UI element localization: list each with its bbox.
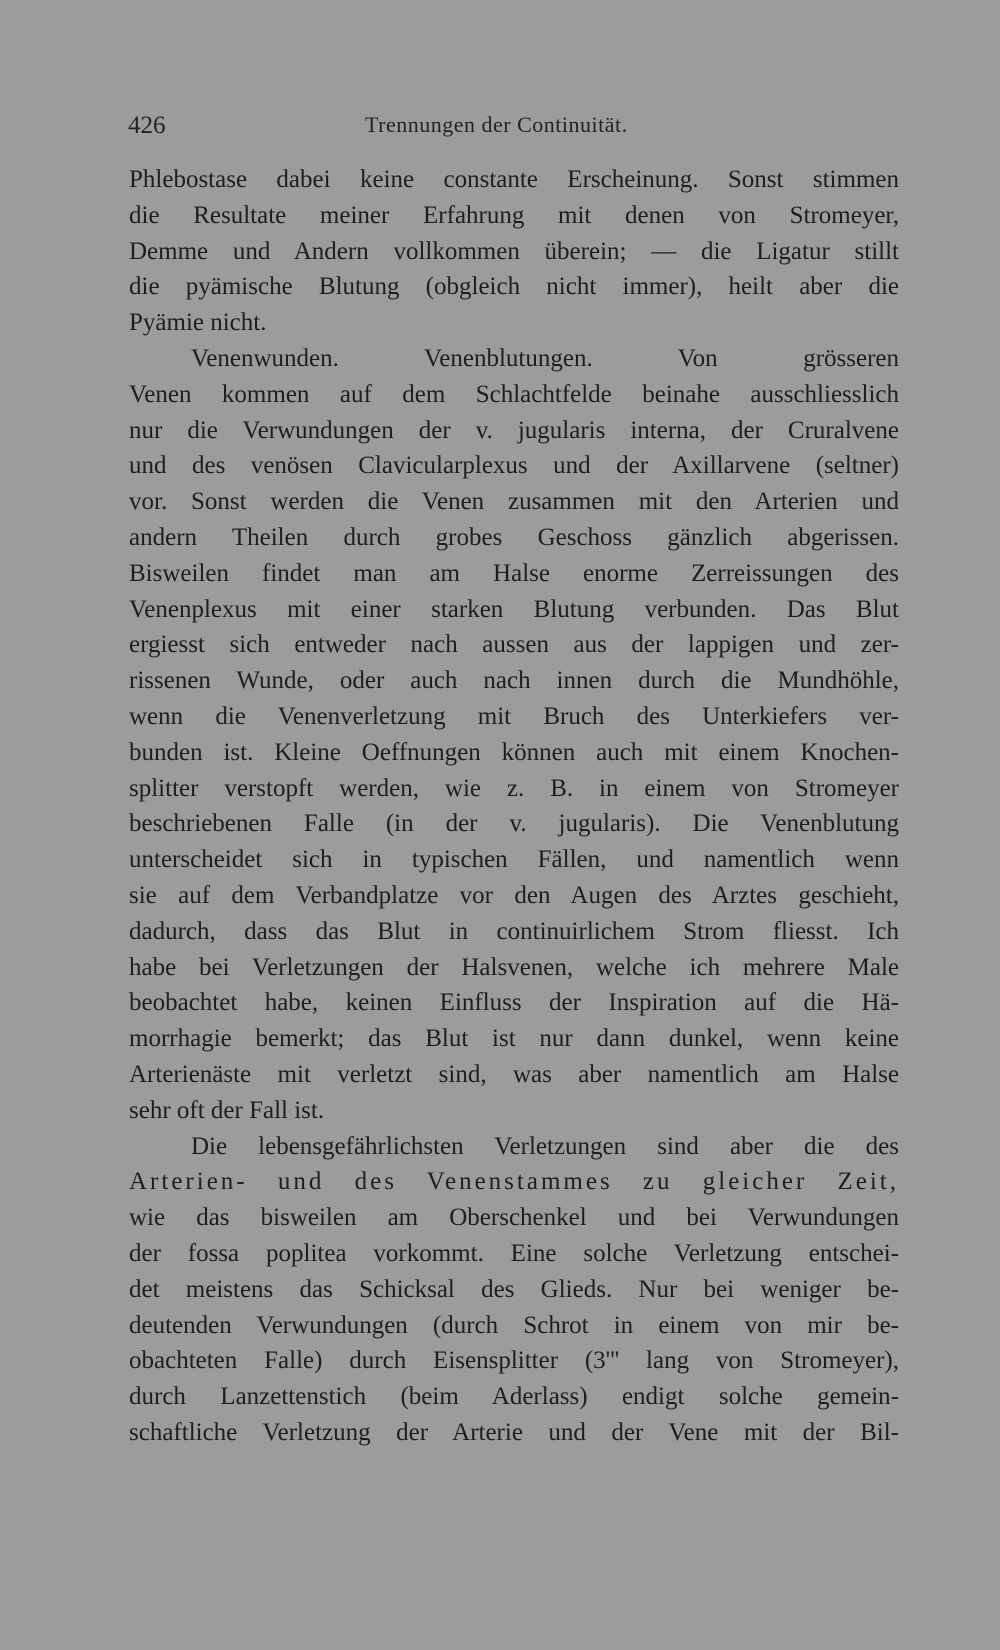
text-line: obachteten Falle) durch Eisensplitter (3''' lang von Stromeyer), (129, 1347, 899, 1375)
text-line: der fossa poplitea vorkommt. Eine solche Verletzung entschei- (129, 1239, 899, 1267)
text-line: sie auf dem Verbandplatze vor den Augen des Arztes geschieht, (129, 881, 899, 909)
text-line: Die lebensgefährlichsten Verletzungen sind aber die des (191, 1132, 899, 1160)
text-line: Venen kommen auf dem Schlachtfelde beinahe ausschliesslich (129, 380, 899, 408)
text-line: bunden ist. Kleine Oeffnungen können auch mit einem Knochen- (129, 738, 899, 766)
text-line: nur die Verwundungen der v. jugularis interna, der Cruralvene (129, 416, 899, 444)
text-line: morrhagie bemerkt; das Blut ist nur dann dunkel, wenn keine (129, 1025, 899, 1053)
text-line: die Resultate meiner Erfahrung mit denen von Stromeyer, (129, 201, 899, 229)
text-line: Demme und Andern vollkommen überein; — die Ligatur stillt (129, 237, 899, 265)
text-line: Venenwunden. Venenblutungen. Von grösseren (191, 344, 899, 372)
text-line: sehr oft der Fall ist. (129, 1096, 325, 1124)
text-line: ergiesst sich entweder nach aussen aus der lappigen und zer- (129, 631, 899, 659)
text-line: wenn die Venenverletzung mit Bruch des Unterkiefers ver- (129, 702, 899, 730)
text-line: Phlebostase dabei keine constante Erscheinung. Sonst stimmen (129, 166, 899, 193)
text-line: die pyämische Blutung (obgleich nicht immer), heilt aber die (129, 273, 899, 301)
text-line: rissenen Wunde, oder auch nach innen durch die Mundhöhle, (129, 667, 899, 695)
text-line: unterscheidet sich in typischen Fällen, und namentlich wenn (129, 846, 899, 874)
text-line: Venenplexus mit einer starken Blutung verbunden. Das Blut (129, 595, 899, 623)
text-line: Bisweilen findet man am Halse enorme Zerreissungen des (129, 559, 899, 587)
text-line: Arterienäste mit verletzt sind, was aber namentlich am Halse (129, 1060, 899, 1088)
text-line: beschriebenen Falle (in der v. jugularis). Die Venenblutung (129, 810, 899, 838)
text-line: splitter verstopft werden, wie z. B. in einem von Stromeyer (129, 774, 899, 802)
text-line: deutenden Verwundungen (durch Schrot in einem von mir be- (129, 1311, 899, 1339)
text-line: wie das bisweilen am Oberschenkel und bei Verwundungen (129, 1204, 899, 1232)
text-line: Arterien- und des Venenstammes zu gleicher Zeit, (129, 1168, 899, 1196)
text-line: und des venösen Clavicularplexus und der Axillarvene (seltner) (129, 452, 899, 480)
page-number: 426 (128, 112, 166, 139)
text-line: habe bei Verletzungen der Halsvenen, welche ich mehrere Male (129, 953, 899, 981)
text-line: det meistens das Schicksal des Glieds. Nur bei weniger be- (129, 1275, 899, 1303)
text-line: Pyämie nicht. (129, 309, 267, 337)
running-head: Trennungen der Continuität. (365, 112, 628, 137)
text-line: schaftliche Verletzung der Arterie und der Vene mit der Bil- (129, 1418, 899, 1446)
text-line: durch Lanzettenstich (beim Aderlass) endigt solche gemein- (129, 1383, 899, 1411)
text-line: vor. Sonst werden die Venen zusammen mit den Arterien und (129, 488, 899, 516)
text-line: dadurch, dass das Blut in continuirlichem Strom fliesst. Ich (129, 917, 899, 945)
text-line: andern Theilen durch grobes Geschoss gänzlich abgerissen. (129, 523, 899, 551)
text-line: beobachtet habe, keinen Einfluss der Inspiration auf die Hä- (129, 989, 899, 1017)
body-text (129, 162, 899, 1451)
page-header (128, 112, 896, 148)
